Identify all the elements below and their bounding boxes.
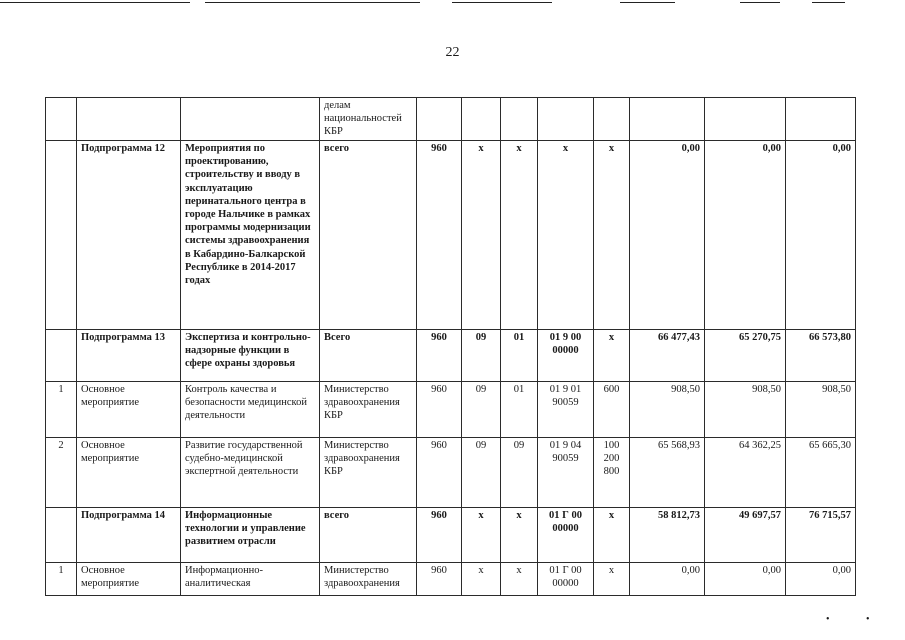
target-article-cell: 01 Г 00 00000 (538, 563, 594, 596)
row-number-cell (46, 98, 77, 141)
amount-cell: 908,50 (630, 382, 705, 438)
status-cell: Подпрограмма 12 (77, 141, 181, 330)
grbs-code-cell (417, 98, 462, 141)
amount-cell: 0,00 (786, 141, 856, 330)
amount-cell: 0,00 (786, 563, 856, 596)
executor-cell: делам национальностей КБР (320, 98, 417, 141)
row-number-cell (46, 508, 77, 563)
table-row (46, 563, 856, 596)
target-article-cell: 01 9 00 00000 (538, 330, 594, 382)
expense-type-cell: х (594, 141, 630, 330)
scan-mark: • (866, 614, 870, 625)
scan-edge-line (740, 2, 780, 3)
executor-cell: Министерство здравоохранения КБР (320, 382, 417, 438)
row-number-cell (46, 141, 77, 330)
scan-edge-line (452, 2, 552, 3)
amount-cell: 58 812,73 (630, 508, 705, 563)
target-article-cell: х (538, 141, 594, 330)
amount-cell: 908,50 (786, 382, 856, 438)
subsection-code-cell: х (501, 141, 538, 330)
executor-cell: Министерство здравоохранения (320, 563, 417, 596)
scan-edge-line (205, 2, 420, 3)
table-row (46, 438, 856, 508)
scan-edge-line (0, 2, 190, 3)
amount-cell: 0,00 (630, 563, 705, 596)
status-cell: Основное мероприятие (77, 382, 181, 438)
expense-type-cell (594, 98, 630, 141)
subsection-code-cell: х (501, 508, 538, 563)
program-name-cell (181, 98, 320, 141)
target-article-cell: 01 Г 00 00000 (538, 508, 594, 563)
program-name-cell: Развитие государственной судебно-медицинской экспертной деятельности (181, 438, 320, 508)
table-row (46, 508, 856, 563)
status-cell (77, 98, 181, 141)
grbs-code-cell: 960 (417, 438, 462, 508)
grbs-code-cell: 960 (417, 382, 462, 438)
grbs-code-cell: 960 (417, 508, 462, 563)
table-row (46, 382, 856, 438)
amount-cell: 64 362,25 (705, 438, 786, 508)
amount-cell (630, 98, 705, 141)
subsection-code-cell: 01 (501, 330, 538, 382)
scan-mark: • (826, 614, 830, 625)
subsection-code-cell: 01 (501, 382, 538, 438)
amount-cell: 49 697,57 (705, 508, 786, 563)
grbs-code-cell: 960 (417, 563, 462, 596)
row-number-cell: 1 (46, 382, 77, 438)
table-row (46, 141, 856, 330)
section-code-cell: 09 (462, 438, 501, 508)
program-name-cell: Информационные технологии и управление развитием отрасли (181, 508, 320, 563)
scan-edge-line (620, 2, 675, 3)
amount-cell: 66 477,43 (630, 330, 705, 382)
expense-type-cell: х (594, 330, 630, 382)
expense-type-cell: 100 200 800 (594, 438, 630, 508)
budget-table (45, 97, 856, 596)
executor-cell: Всего (320, 330, 417, 382)
amount-cell: 0,00 (705, 563, 786, 596)
amount-cell: 908,50 (705, 382, 786, 438)
row-number-cell: 1 (46, 563, 77, 596)
program-name-cell: Контроль качества и безопасности медицинской деятельности (181, 382, 320, 438)
amount-cell: 66 573,80 (786, 330, 856, 382)
expense-type-cell: х (594, 563, 630, 596)
section-code-cell (462, 98, 501, 141)
grbs-code-cell: 960 (417, 330, 462, 382)
status-cell: Основное мероприятие (77, 438, 181, 508)
program-name-cell: Информационно-аналитическая (181, 563, 320, 596)
subsection-code-cell: х (501, 563, 538, 596)
subsection-code-cell: 09 (501, 438, 538, 508)
expense-type-cell: 600 (594, 382, 630, 438)
section-code-cell: х (462, 508, 501, 563)
executor-cell: всего (320, 508, 417, 563)
table-row (46, 98, 856, 141)
table-row (46, 330, 856, 382)
amount-cell: 76 715,57 (786, 508, 856, 563)
section-code-cell: 09 (462, 330, 501, 382)
executor-cell: Министерство здравоохранения КБР (320, 438, 417, 508)
section-code-cell: х (462, 563, 501, 596)
amount-cell (786, 98, 856, 141)
amount-cell: 65 665,30 (786, 438, 856, 508)
amount-cell: 65 270,75 (705, 330, 786, 382)
page-number: 22 (445, 45, 460, 60)
row-number-cell: 2 (46, 438, 77, 508)
subsection-code-cell (501, 98, 538, 141)
amount-cell: 65 568,93 (630, 438, 705, 508)
row-number-cell (46, 330, 77, 382)
status-cell: Подпрограмма 13 (77, 330, 181, 382)
section-code-cell: 09 (462, 382, 501, 438)
amount-cell (705, 98, 786, 141)
expense-type-cell: х (594, 508, 630, 563)
status-cell: Подпрограмма 14 (77, 508, 181, 563)
program-name-cell: Мероприятия по проектированию, строительству и вводу в эксплуатацию перинатального центра в городе Нальчике в рамках программы модернизации системы здравоохранения в Кабардино-Балкарской Республике в 2014-2017 годах (181, 141, 320, 330)
target-article-cell (538, 98, 594, 141)
status-cell: Основное мероприятие (77, 563, 181, 596)
scan-edge-line (812, 2, 845, 3)
target-article-cell: 01 9 04 90059 (538, 438, 594, 508)
amount-cell: 0,00 (630, 141, 705, 330)
target-article-cell: 01 9 01 90059 (538, 382, 594, 438)
section-code-cell: х (462, 141, 501, 330)
amount-cell: 0,00 (705, 141, 786, 330)
program-name-cell: Экспертиза и контрольно-надзорные функции в сфере охраны здоровья (181, 330, 320, 382)
executor-cell: всего (320, 141, 417, 330)
grbs-code-cell: 960 (417, 141, 462, 330)
